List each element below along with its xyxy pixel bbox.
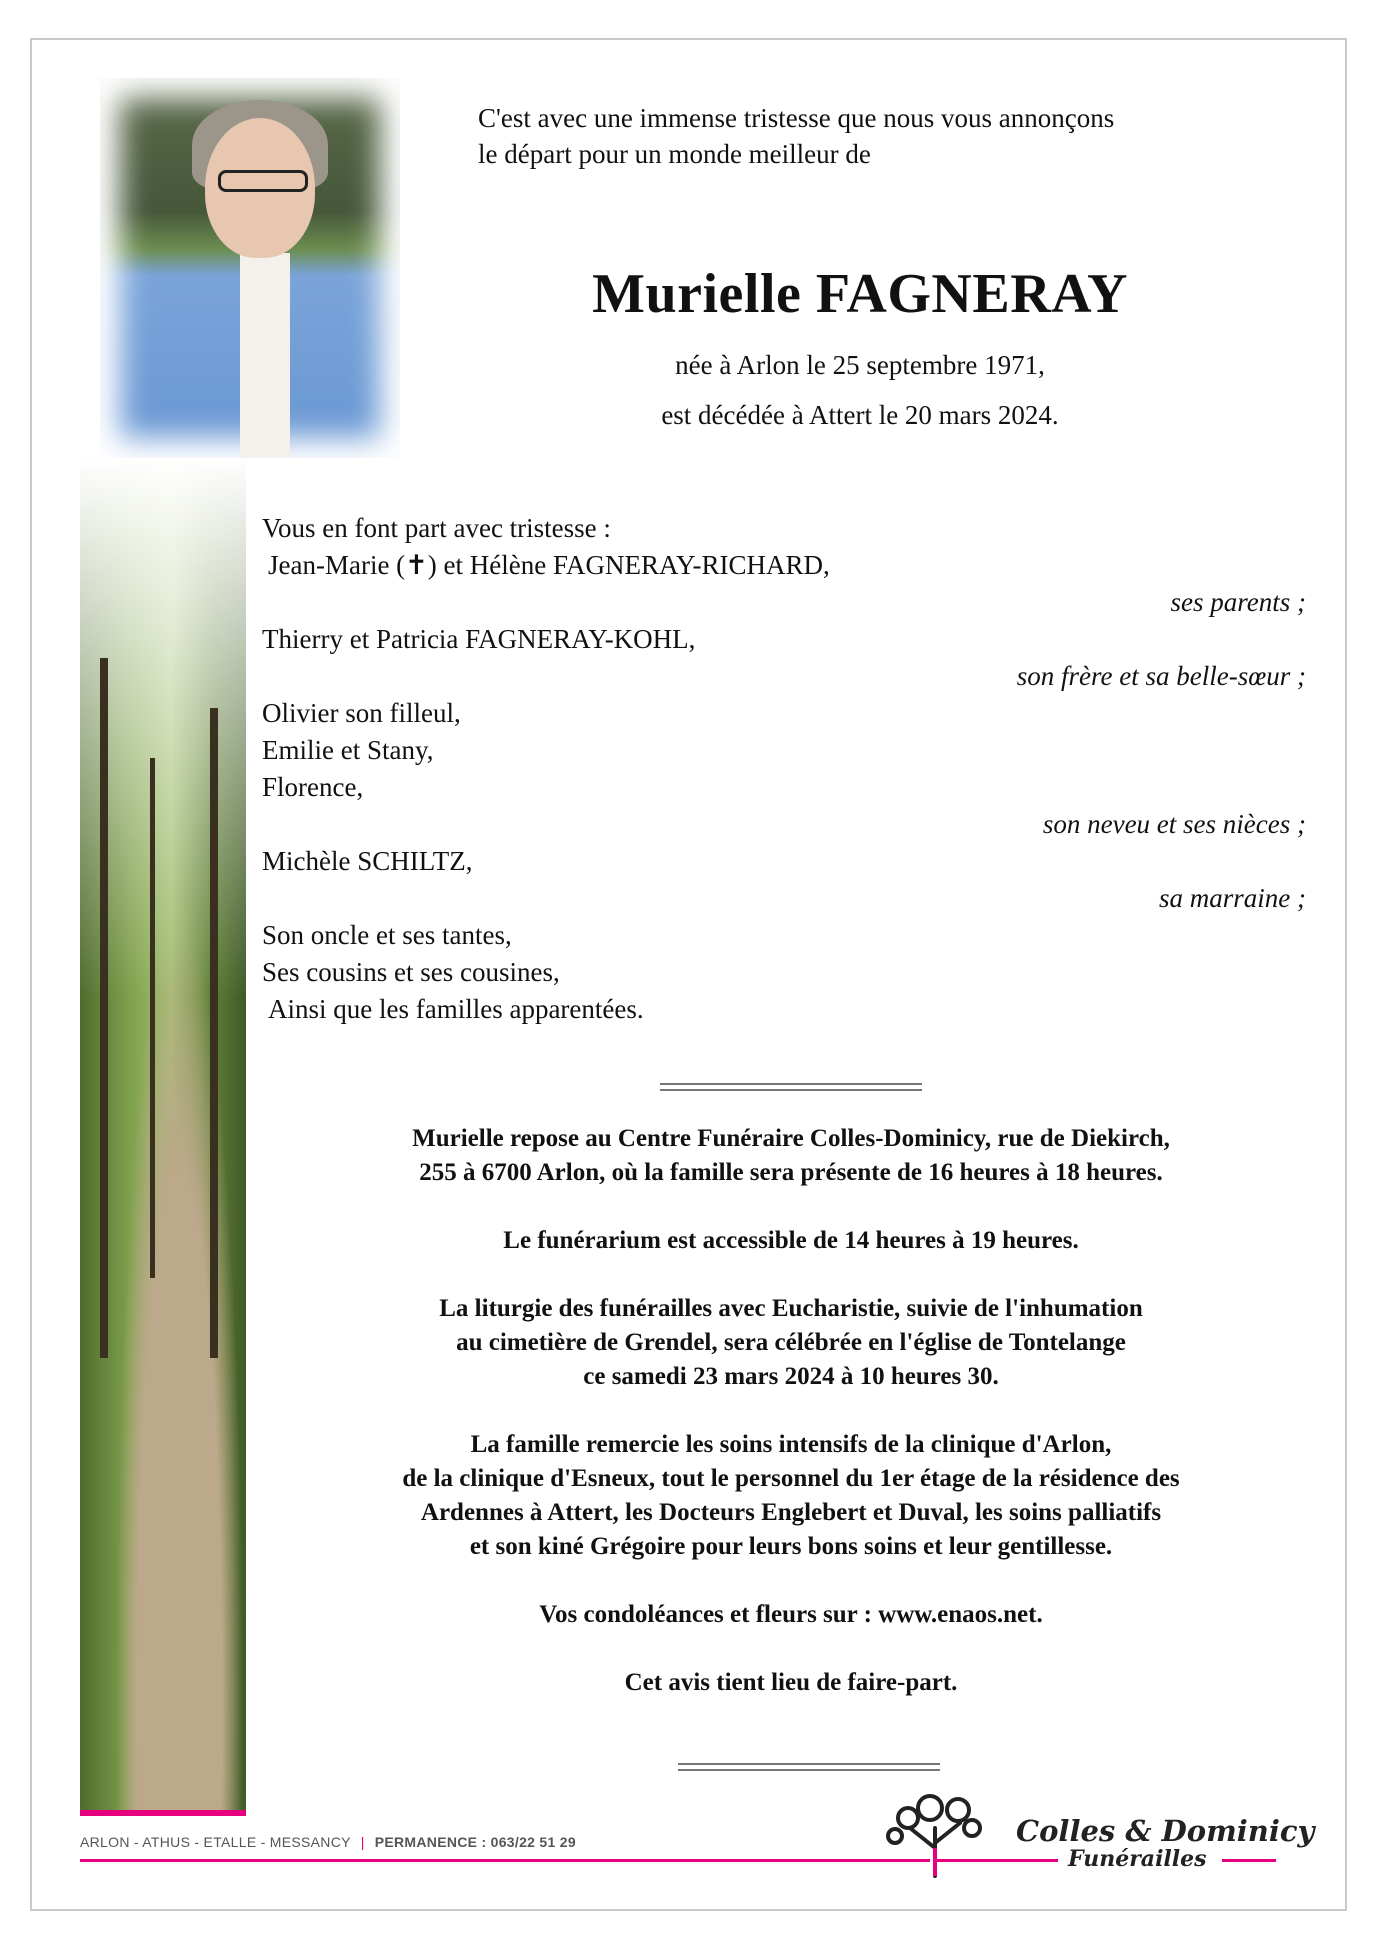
notice-paragraph <box>262 1666 1320 1700</box>
portrait-photo <box>100 78 400 458</box>
brand-accent-line <box>936 1859 1058 1862</box>
separator-line <box>678 1763 940 1771</box>
footer-permanence: PERMANENCE : 063/22 51 29 <box>374 1834 576 1850</box>
info-line: Ardennes à Attert, les Docteurs Englebert et Duval, les soins palliatifs <box>420 1499 1162 1526</box>
family-member: Ainsi que les familles apparentées. <box>268 994 644 1024</box>
intro-line: C'est avec une immense tristesse que nous vous annonçons <box>478 103 1115 133</box>
birth-line: née à Arlon le 25 septembre 1971, <box>675 350 1045 380</box>
tree-logo-icon <box>880 1788 990 1878</box>
family-role: sa marraine ; <box>1159 883 1306 913</box>
info-line: au cimetière de Grendel, sera célébrée en l'église de Tontelange <box>456 1329 1126 1356</box>
info-line: ce samedi 23 mars 2024 à 10 heures 30. <box>583 1363 999 1390</box>
funeral-info <box>262 1122 1320 1734</box>
info-line: Murielle repose au Centre Funéraire Colles-Dominicy, rue de Diekirch, <box>412 1125 1170 1152</box>
brand-name: Colles & Dominicy <box>1016 1814 1315 1848</box>
family-opening: Vous en font part avec tristesse : <box>262 513 611 543</box>
footer-locations: ARLON - ATHUS - ETALLE - MESSANCY <box>80 1834 351 1850</box>
info-line: Cet avis tient lieu de faire-part. <box>624 1669 958 1696</box>
family-member: Ses cousins et ses cousines, <box>262 957 560 987</box>
info-line: Le funérarium est accessible de 14 heures à 19 heures. <box>503 1227 1079 1254</box>
photo-shirt <box>240 253 290 458</box>
family-member: Olivier son filleul, <box>262 698 461 728</box>
info-line: Vos condoléances et fleurs sur : www.enaos.net. <box>539 1601 1043 1628</box>
hours-paragraph <box>262 1224 1320 1258</box>
condolences-paragraph <box>262 1598 1320 1632</box>
family-member: Michèle SCHILTZ, <box>262 846 473 876</box>
info-line: et son kiné Grégoire pour leurs bons soins et leur gentillesse. <box>469 1533 1113 1560</box>
liturgy-paragraph <box>262 1292 1320 1394</box>
footer-contact <box>80 1834 576 1850</box>
family-member: Son oncle et ses tantes, <box>262 920 512 950</box>
thanks-paragraph <box>262 1428 1320 1564</box>
death-line: est décédée à Attert le 20 mars 2024. <box>661 400 1059 430</box>
footer-accent-line <box>80 1859 930 1862</box>
repose-paragraph <box>262 1122 1320 1190</box>
brand-accent-line <box>1222 1859 1276 1862</box>
intro-text <box>478 100 1298 172</box>
family-member: Thierry et Patricia FAGNERAY-KOHL, <box>262 624 696 654</box>
info-line: La famille remercie les soins intensifs de la clinique d'Arlon, <box>470 1431 1112 1458</box>
family-role: ses parents ; <box>1170 587 1306 617</box>
footer-divider: | <box>360 1834 365 1850</box>
family-member: Jean-Marie (✝) et Hélène FAGNERAY-RICHARD, <box>268 550 830 580</box>
info-line: de la clinique d'Esneux, tout le personnel du 1er étage de la résidence des <box>402 1465 1180 1492</box>
info-line: La liturgie des funérailles avec Eucharistie, suivie de l'inhumation <box>439 1295 1143 1322</box>
family-role: son frère et sa belle-sœur ; <box>1016 661 1306 691</box>
family-list <box>262 510 1306 1028</box>
intro-line: le départ pour un monde meilleur de <box>478 139 871 169</box>
family-member: Florence, <box>262 772 364 802</box>
family-member: Emilie et Stany, <box>262 735 434 765</box>
accent-bar <box>80 1810 246 1816</box>
forest-path-image <box>80 458 246 1810</box>
photo-glasses <box>218 170 308 192</box>
separator-line <box>660 1083 922 1091</box>
info-line: 255 à 6700 Arlon, où la famille sera présente de 16 heures à 18 heures. <box>419 1159 1163 1186</box>
deceased-name: Murielle FAGNERAY <box>592 263 1128 325</box>
family-role: son neveu et ses nièces ; <box>1042 809 1306 839</box>
brand-subtitle: Funérailles <box>1068 1846 1207 1872</box>
